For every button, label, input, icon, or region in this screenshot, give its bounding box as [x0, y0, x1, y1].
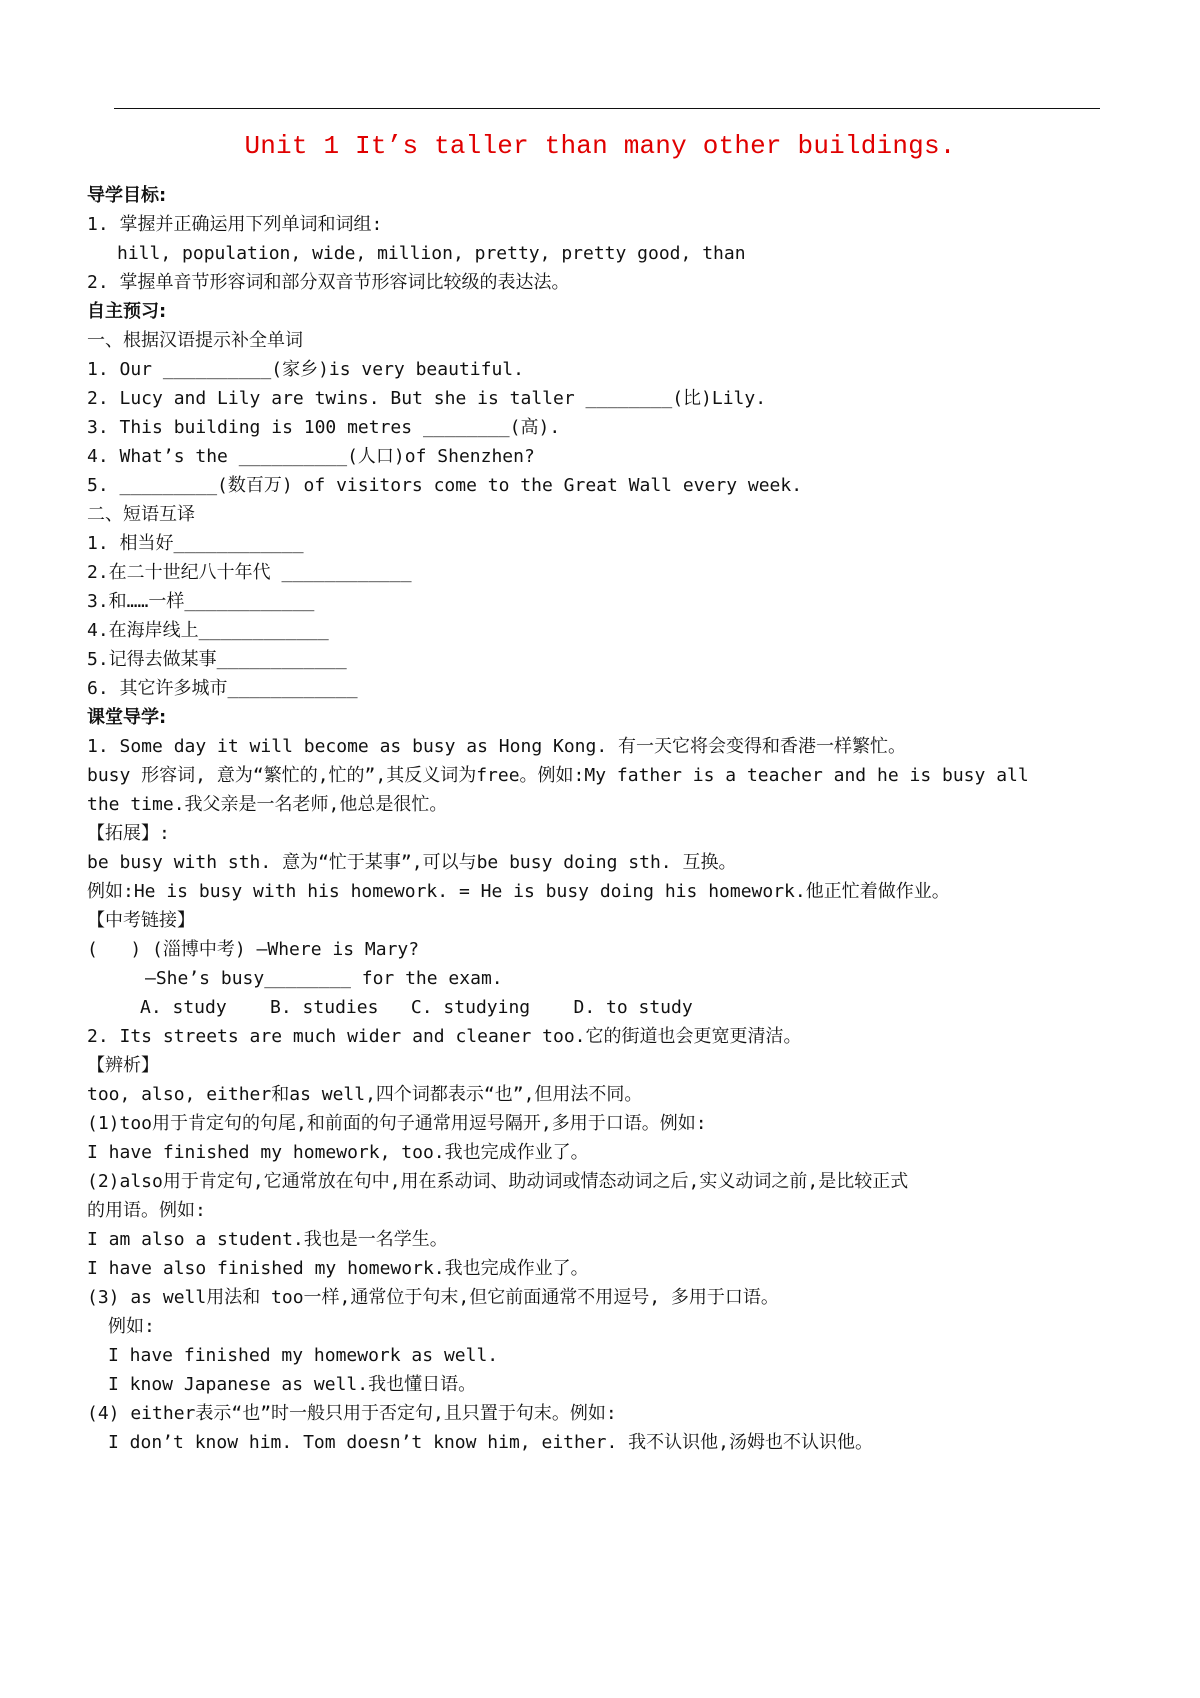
phrase-item-5: 5.记得去做某事____________ [87, 649, 347, 670]
exam-link-heading: 【中考链接】 [87, 910, 195, 931]
goal-1-vocab: hill, population, wide, million, pretty, pretty good, than [117, 243, 746, 264]
extension-example: 例如:He is busy with his homework. = He is busy doing his homework.他正忙着做作业。 [87, 881, 950, 902]
unit-title: Unit 1 It’s taller than many other buildings. [244, 131, 956, 161]
analysis-intro: too, also, either和as well,四个词都表示“也”,但用法不同。 [87, 1084, 643, 1105]
fill-item-1: 1. Our __________(家乡)is very beautiful. [87, 359, 524, 380]
subheading-fill-words: 一、根据汉语提示补全单词 [87, 330, 303, 351]
analysis-either: (4) either表示“也”时一般只用于否定句,且只置于句末。例如: [87, 1403, 617, 1424]
fill-item-4: 4. What’s the __________(人口)of Shenzhen? [87, 446, 535, 467]
fill-item-2: 2. Lucy and Lily are twins. But she is taller ________(比)Lily. [87, 388, 767, 409]
phrase-item-2: 2.在二十世纪八十年代 ____________ [87, 562, 412, 583]
analysis-too: (1)too用于肯定句的句尾,和前面的句子通常用逗号隔开,多用于口语。例如: [87, 1113, 707, 1134]
exam-options: A. study B. studies C. studying D. to study [140, 997, 693, 1018]
fill-item-5: 5. _________(数百万) of visitors come to the Great Wall every week. [87, 475, 803, 496]
analysis-also: (2)also用于肯定句,它通常放在句中,用在系动词、助动词或情态动词之后,实义动词之前,是比较正式 [87, 1171, 909, 1192]
analysis-as-well-example-1: I have finished my homework as well. [108, 1345, 499, 1366]
section-heading-goals: 导学目标: [87, 185, 167, 206]
analysis-also-example-2: I have also finished my homework.我也完成作业了。 [87, 1258, 589, 1279]
analysis-either-example: I don’t know him. Tom doesn’t know him, either. 我不认识他,汤姆也不认识他。 [108, 1432, 874, 1453]
analysis-also-example-1: I am also a student.我也是一名学生。 [87, 1229, 448, 1250]
goal-1: 1. 掌握并正确运用下列单词和词组: [87, 214, 383, 235]
header-rule [114, 108, 1100, 109]
extension-text: be busy with sth. 意为“忙于某事”,可以与be busy doing sth. 互换。 [87, 852, 737, 873]
section-heading-classroom: 课堂导学: [87, 707, 167, 728]
point-1-explain-cont: the time.我父亲是一名老师,他总是很忙。 [87, 794, 448, 815]
subheading-phrase-translate: 二、短语互译 [87, 504, 195, 525]
phrase-item-4: 4.在海岸线上____________ [87, 620, 329, 641]
analysis-also-cont: 的用语。例如: [87, 1200, 206, 1221]
analysis-too-example: I have finished my homework, too.我也完成作业了。 [87, 1142, 589, 1163]
goal-2: 2. 掌握单音节形容词和部分双音节形容词比较级的表达法。 [87, 272, 570, 293]
point-1-sentence: 1. Some day it will become as busy as Hong Kong. 有一天它将会变得和香港一样繁忙。 [87, 736, 907, 757]
analysis-as-well-eg: 例如: [108, 1316, 155, 1337]
exam-question-reply: –She’s busy________ for the exam. [145, 968, 503, 989]
phrase-item-3: 3.和……一样____________ [87, 591, 315, 612]
analysis-as-well: (3) as well用法和 too一样,通常位于句末,但它前面通常不用逗号, 多用于口语。 [87, 1287, 779, 1308]
phrase-item-1: 1. 相当好____________ [87, 533, 304, 554]
phrase-item-6: 6. 其它许多城市____________ [87, 678, 358, 699]
extension-heading: 【拓展】: [87, 823, 170, 844]
analysis-as-well-example-2: I know Japanese as well.我也懂日语。 [108, 1374, 477, 1395]
point-1-explain: busy 形容词, 意为“繁忙的,忙的”,其反义词为free。例如:My father is a teacher and he is busy all [87, 765, 1029, 786]
fill-item-3: 3. This building is 100 metres ________(高). [87, 417, 561, 438]
analysis-heading: 【辨析】 [87, 1055, 159, 1076]
point-2-sentence: 2. Its streets are much wider and cleaner too.它的街道也会更宽更清洁。 [87, 1026, 802, 1047]
exam-question: ( ) (淄博中考) –Where is Mary? [87, 939, 420, 960]
section-heading-preview: 自主预习: [87, 301, 167, 322]
